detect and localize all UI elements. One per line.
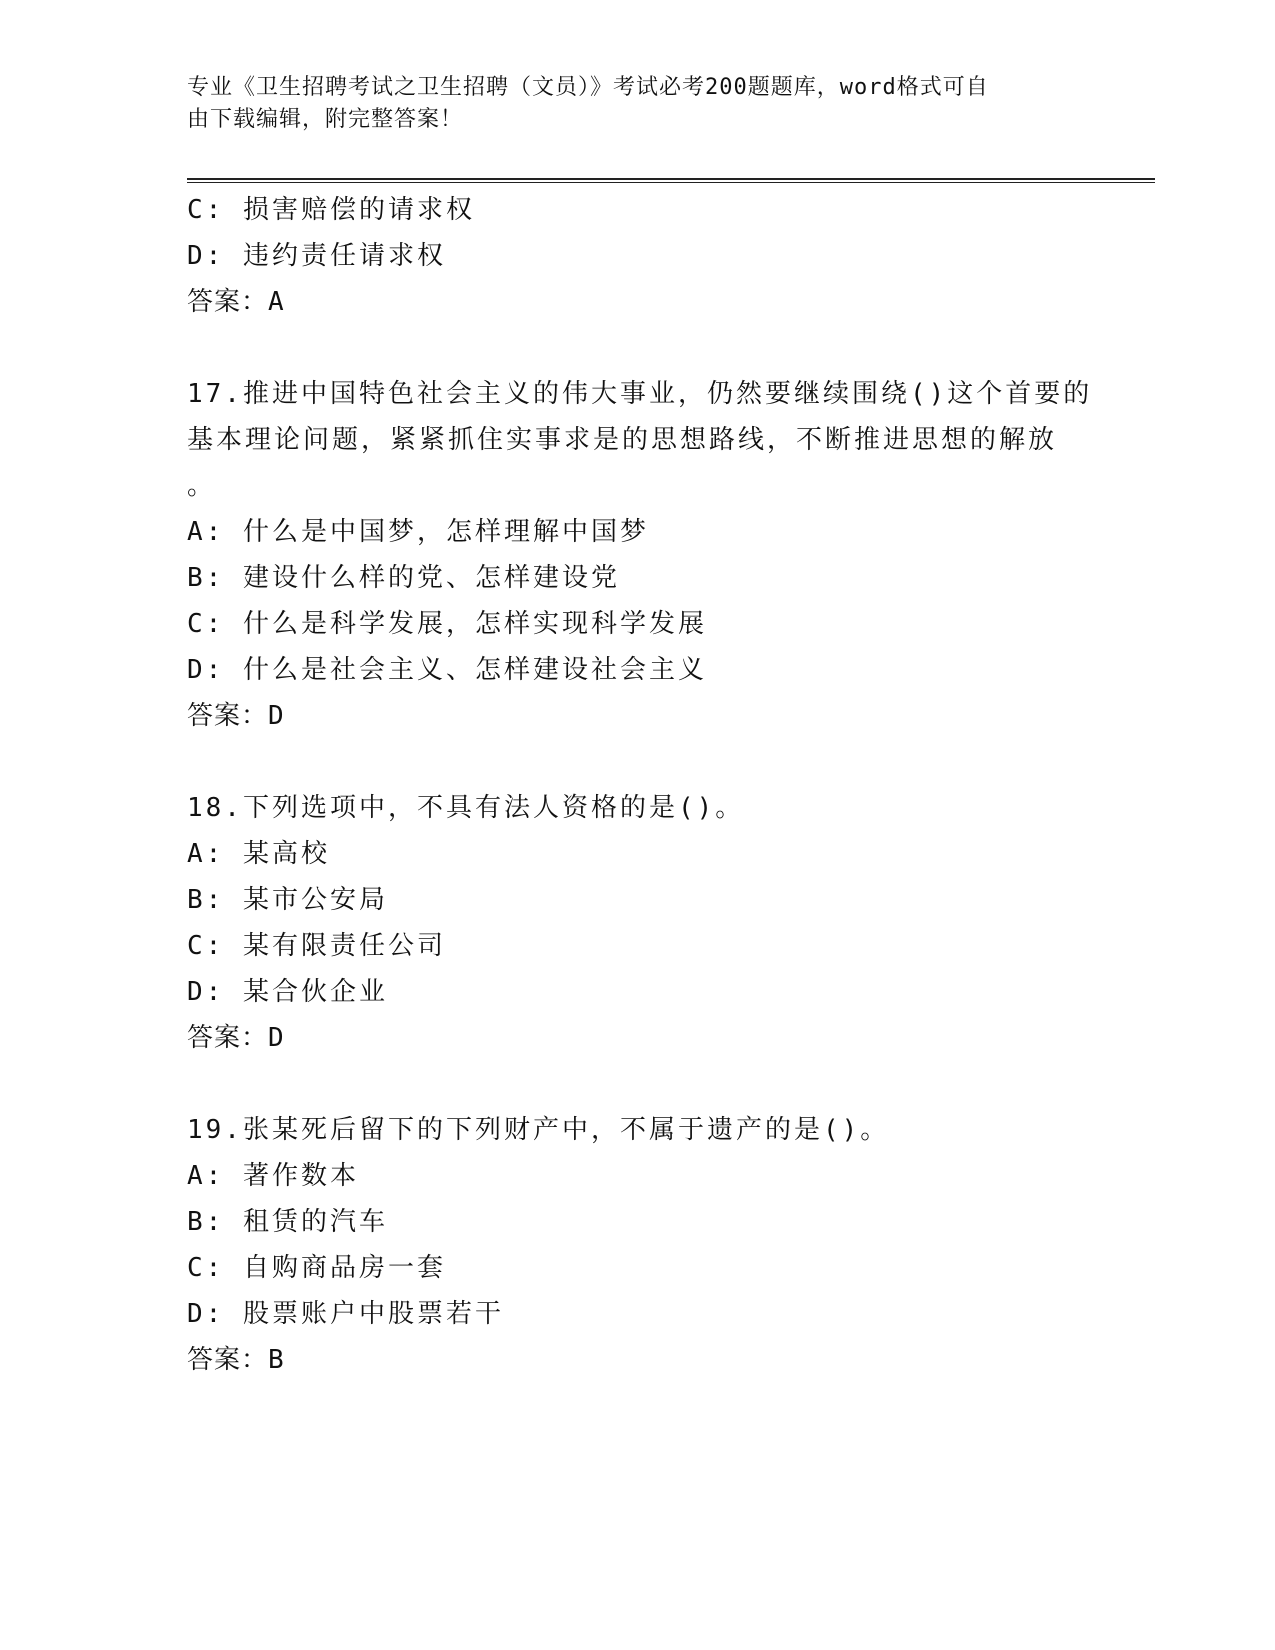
page-header bbox=[187, 72, 1067, 136]
question-17 bbox=[187, 371, 1137, 739]
option-d: D: 股票账户中股票若干 bbox=[187, 1299, 504, 1329]
answer: 答案：B bbox=[187, 1345, 285, 1375]
option-d: D: 什么是社会主义、怎样建设社会主义 bbox=[187, 655, 707, 685]
spacer bbox=[187, 1061, 1137, 1107]
option-a: A: 著作数本 bbox=[187, 1161, 359, 1191]
question-stem: 17.推进中国特色社会主义的伟大事业，仍然要继续围绕()这个首要的 bbox=[187, 379, 1093, 409]
option-b: B: 租赁的汽车 bbox=[187, 1207, 388, 1237]
question-stem: 19.张某死后留下的下列财产中，不属于遗产的是()。 bbox=[187, 1115, 890, 1145]
question-19 bbox=[187, 1107, 1137, 1383]
option-b: B: 建设什么样的党、怎样建设党 bbox=[187, 563, 620, 593]
option-d: D: 违约责任请求权 bbox=[187, 241, 446, 271]
option-d: D: 某合伙企业 bbox=[187, 977, 388, 1007]
question-stem-end: 。 bbox=[187, 471, 217, 501]
question-list bbox=[187, 187, 1137, 1383]
header-line-2: 由下载编辑，附完整答案！ bbox=[187, 107, 464, 132]
option-a: A: 什么是中国梦，怎样理解中国梦 bbox=[187, 517, 649, 547]
answer: 答案：D bbox=[187, 1023, 285, 1053]
question-16-tail bbox=[187, 187, 1137, 325]
answer: 答案：A bbox=[187, 287, 285, 317]
option-c: C: 某有限责任公司 bbox=[187, 931, 446, 961]
option-a: A: 某高校 bbox=[187, 839, 330, 869]
question-stem-continued: 基本理论问题，紧紧抓住实事求是的思想路线，不断推进思想的解放 bbox=[187, 425, 1058, 455]
answer: 答案：D bbox=[187, 701, 285, 731]
spacer bbox=[187, 739, 1137, 785]
question-stem: 18.下列选项中，不具有法人资格的是()。 bbox=[187, 793, 745, 823]
header-divider bbox=[187, 178, 1155, 183]
question-18 bbox=[187, 785, 1137, 1061]
option-b: B: 某市公安局 bbox=[187, 885, 388, 915]
spacer bbox=[187, 325, 1137, 371]
header-line-1: 专业《卫生招聘考试之卫生招聘（文员）》考试必考200题题库，word格式可自 bbox=[187, 75, 989, 100]
option-c: C: 自购商品房一套 bbox=[187, 1253, 446, 1283]
option-c: C: 损害赔偿的请求权 bbox=[187, 195, 475, 225]
option-c: C: 什么是科学发展，怎样实现科学发展 bbox=[187, 609, 707, 639]
